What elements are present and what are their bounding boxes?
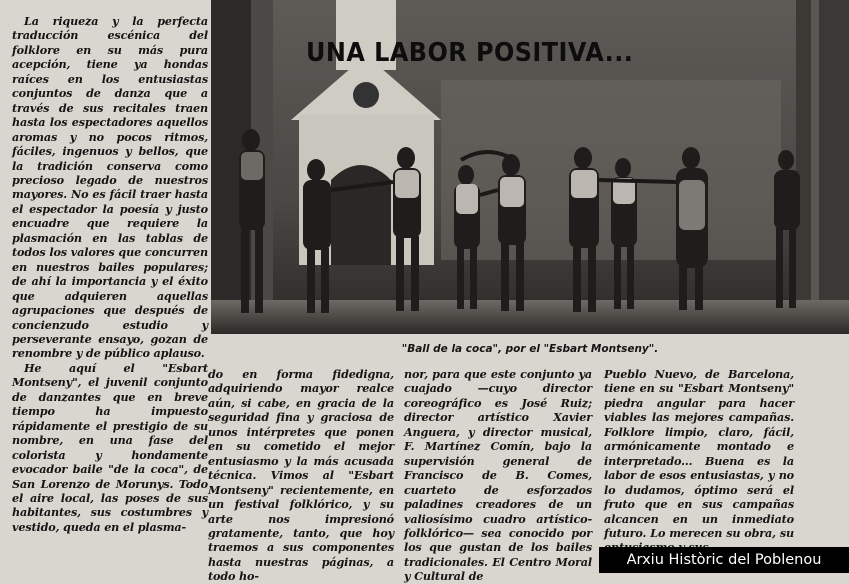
article-column-3 xyxy=(404,367,592,584)
paragraph-esbart: He aquí el "Esbart Montseny", el juvenil conjunto de danzantes que en breve tiempo ha impuesto rápidamente el prestigio de su nombre, en una fase del colorista y hondamente evocador baile "de la coca", de San Lorenzo de Morunys. Todo el aire local, las poses de sus habitantes, sus costumbres y vestido, queda en el plasma- xyxy=(12,360,208,534)
article-column-2 xyxy=(208,367,394,584)
paragraph-continuation-3: Pueblo Nuevo, de Barcelona, tiene en su "Esbart Montseny" piedra angular para hacer viables las mejores campañas. Folklore limpio, claro, fácil, armónicamente montado e interpretado... Buena es la labor de esos entusiastas, y no lo dudamos, óptimo será el fruto que en sus campañas alcancen en un inmediato futuro. Lo merecen su obra, su xyxy=(604,367,794,540)
photo-caption: "Ball de la coca", por el "Esbart Montseny". xyxy=(401,343,659,355)
paragraph-continuation-2: nor, para que este conjunto ya cuajado —cuyo director coreográfico es José Ruiz; director artístico Xavier Anguera, y director musical, F. Martínez Comín, bajo la supervisión general de Francisco de B. Comes, cuarteto de esforzados paladines creadores de un valiosísimo cuadro artístico-folklórico— sea conocido por los que gustan de los bailes tradicionales. El Centro Moral y Cultural de xyxy=(404,367,592,584)
stage-photograph xyxy=(211,0,849,334)
paragraph-intro: La riqueza y la perfecta traducción escénica del folklore en su más pura acepción, tiene ya hondas raíces en los entusiastas conjuntos de danza que a través de sus recitales traen hasta los espectadores aquellos aromas y no pocos ritmos, fáciles, ingenuos y bellos, que la tradición conserva como precioso legado de nuestros mayores. No es fácil traer hasta el espectador la poesía y justo encuadre que requiere la plasmación en las tablas de todos los valores que concurren en nuestros bailes populares; de ahí la importancia y el éxito que adquieren aquellas agrupaciones que después de concienzudo estudio y perseverante ensayo, gozan de renombre y de público aplauso. xyxy=(12,14,208,361)
article-column-1 xyxy=(12,14,208,534)
archive-watermark: Arxiu Històric del Poblenou xyxy=(599,547,849,573)
article-column-4 xyxy=(604,367,794,555)
article-title: UNA LABOR POSITIVA... xyxy=(306,38,634,68)
paragraph-continuation-1: do en forma fidedigna, adquiriendo mayor realce aún, si cabe, en gracia de la seguridad fina y graciosa de unos intérpretes que ponen en su cometido el mejor entusiasmo y la más acusada técnica. Vimos al "Esbart Montseny" recientemente, en un festival folklórico, y su arte nos impresionó gratamente, tanto, que hoy traemos a sus componentes hasta nuestras páginas, a todo ho- xyxy=(208,367,394,584)
